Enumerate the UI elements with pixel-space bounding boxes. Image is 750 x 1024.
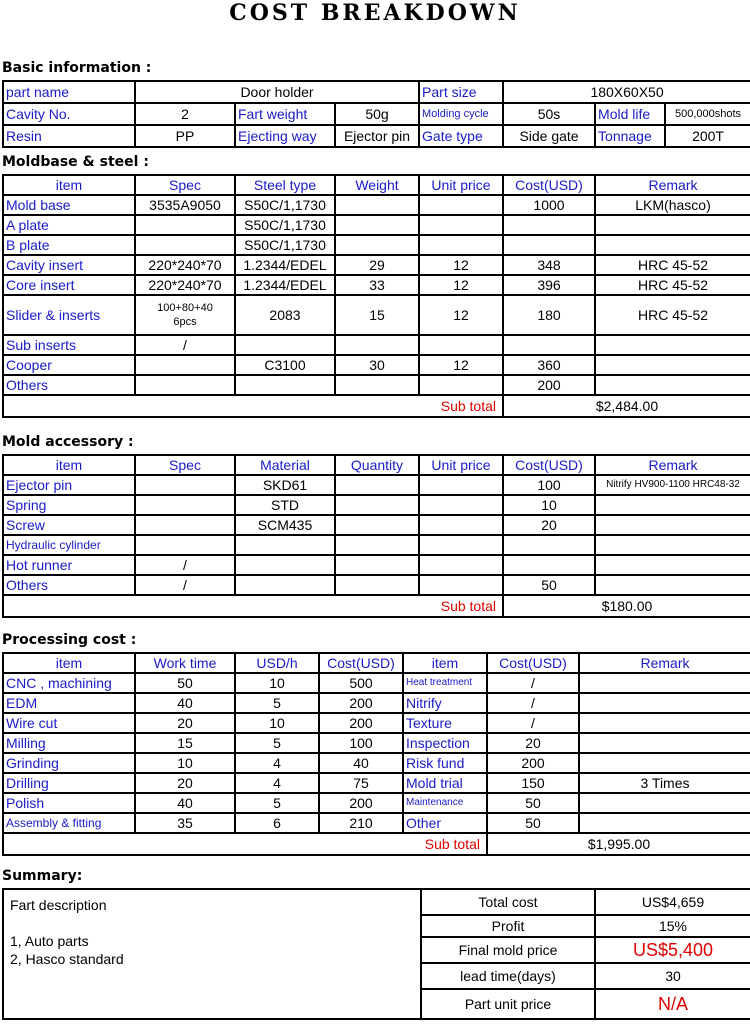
moldbase-subtotal-label: Sub total [3,395,503,417]
moldbase-cell [503,215,595,235]
accessory-subtotal-value: $180.00 [503,595,750,617]
moldbase-cell [335,375,419,395]
processing-cell: Maintenance [403,793,487,813]
table-row [3,255,750,275]
accessory-cell [595,495,750,515]
part-unit-price-value: N/A [595,989,750,1019]
accessory-cell: / [135,555,235,575]
moldbase-cell: 396 [503,275,595,295]
processing-cell: / [487,693,579,713]
moldbase-cell: A plate [3,215,135,235]
moldbase-cell [135,235,235,255]
accessory-cell: Spring [3,495,135,515]
table-row [3,753,750,773]
processing-cell: 50 [487,793,579,813]
processing-cell: 3 Times [579,773,750,793]
processing-cell: Inspection [403,733,487,753]
moldbase-cell [595,355,750,375]
final-mold-price-value: US$5,400 [595,937,750,963]
accessory-cell [503,555,595,575]
profit-label: Profit [421,915,595,937]
moldbase-cell [595,375,750,395]
moldbase-cell: Others [3,375,135,395]
moldbase-subtotal-row [3,395,750,417]
moldbase-cell: 220*240*70 [135,255,235,275]
processing-cell: Drilling [3,773,135,793]
accessory-col-header: item [3,455,135,475]
processing-cell: Other [403,813,487,833]
moldbase-cell: Slider & inserts [3,295,135,335]
processing-cell [579,713,750,733]
processing-cell: Wire cut [3,713,135,733]
moldbase-cell [235,335,335,355]
ejecting-label: Ejecting way [235,125,335,147]
moldbase-cell: 29 [335,255,419,275]
total-cost-value: US$4,659 [595,889,750,915]
processing-cell: 200 [319,793,403,813]
processing-cell [579,733,750,753]
page-title: COST BREAKDOWN [229,0,521,26]
accessory-col-header: Remark [595,455,750,475]
accessory-col-header: Unit price [419,455,503,475]
accessory-cell [595,515,750,535]
table-row [3,235,750,255]
accessory-cell [135,475,235,495]
processing-col-header: Cost(USD) [487,653,579,673]
moldbase-col-header: Steel type [235,175,335,195]
final-mold-price-label: Final mold price [421,937,595,963]
accessory-cell [135,515,235,535]
moldbase-cell: LKM(hasco) [595,195,750,215]
gate-label: Gate type [419,125,503,147]
accessory-col-header: Cost(USD) [503,455,595,475]
processing-cell: EDM [3,693,135,713]
table-row [3,335,750,355]
table-row [3,475,750,495]
processing-cell: CNC , machining [3,673,135,693]
moldbase-cell: 33 [335,275,419,295]
processing-cell: 40 [135,693,235,713]
processing-cell: Assembly & fitting [3,813,135,833]
accessory-cell [335,475,419,495]
processing-cell: 6 [235,813,319,833]
accessory-cell: Others [3,575,135,595]
processing-cell: 210 [319,813,403,833]
table-row [3,295,750,335]
moldbase-cell [419,195,503,215]
moldbase-cell: 12 [419,355,503,375]
accessory-cell: / [135,575,235,595]
table-row [3,275,750,295]
processing-cell: Mold trial [403,773,487,793]
processing-cell: 20 [487,733,579,753]
moldbase-cell: HRC 45-52 [595,255,750,275]
accessory-cell: Ejector pin [3,475,135,495]
processing-cell: 4 [235,753,319,773]
moldbase-cell: HRC 45-52 [595,275,750,295]
processing-cell: 35 [135,813,235,833]
processing-cell: 20 [135,773,235,793]
accessory-cell [595,575,750,595]
resin-label: Resin [3,125,135,147]
accessory-cell: Hydraulic cylinder [3,535,135,555]
processing-col-header: Cost(USD) [319,653,403,673]
basic-info-heading: Basic information : [2,60,152,76]
moldbase-cell [135,355,235,375]
part-name-value: Door holder [135,81,419,103]
moldbase-cell: 1.2344/EDEL [235,275,335,295]
processing-cell [579,813,750,833]
table-row [3,673,750,693]
total-cost-label: Total cost [421,889,595,915]
processing-cell: 5 [235,693,319,713]
moldbase-cell [595,235,750,255]
processing-cell: 10 [235,673,319,693]
resin-value: PP [135,125,235,147]
processing-subtotal-row [3,833,750,855]
moldbase-cell: 348 [503,255,595,275]
accessory-cell [419,555,503,575]
lead-time-value: 30 [595,963,750,989]
accessory-header-row [3,455,750,475]
processing-cell [579,793,750,813]
table-row [3,713,750,733]
processing-cell: Polish [3,793,135,813]
table-row [3,215,750,235]
accessory-cell: Screw [3,515,135,535]
processing-cell: 20 [135,713,235,733]
moldbase-cell [595,215,750,235]
processing-cell: 50 [135,673,235,693]
table-row [3,535,750,555]
moldbase-cell [595,335,750,355]
processing-col-header: Work time [135,653,235,673]
moldbase-cell: / [135,335,235,355]
profit-value: 15% [595,915,750,937]
processing-cell: / [487,713,579,733]
accessory-cell: SKD61 [235,475,335,495]
accessory-cell: 20 [503,515,595,535]
moldbase-col-header: Unit price [419,175,503,195]
processing-cell: Risk fund [403,753,487,773]
table-row [3,773,750,793]
table-row [3,575,750,595]
molding-cycle-value: 50s [503,103,595,125]
accessory-cell [135,495,235,515]
processing-cell: 40 [135,793,235,813]
moldbase-cell: 12 [419,255,503,275]
accessory-table [2,454,750,618]
fart-weight-value: 50g [335,103,419,125]
moldbase-cell: 30 [335,355,419,375]
moldbase-cell [503,335,595,355]
moldbase-cell: Cavity insert [3,255,135,275]
moldbase-heading: Moldbase & steel : [2,154,149,170]
moldbase-cell: Sub inserts [3,335,135,355]
table-row [3,195,750,215]
processing-header-row [3,653,750,673]
moldbase-cell [135,215,235,235]
accessory-cell: 100 [503,475,595,495]
processing-cell: 100 [319,733,403,753]
accessory-subtotal-label: Sub total [3,595,503,617]
accessory-cell: STD [235,495,335,515]
moldbase-cell: 3535A9050 [135,195,235,215]
moldbase-header-row [3,175,750,195]
moldbase-subtotal-value: $2,484.00 [503,395,750,417]
mold-life-value: 500,000shots [665,103,750,125]
table-row [3,355,750,375]
processing-heading: Processing cost : [2,632,137,648]
summary-heading: Summary: [2,868,83,884]
part-size-label: Part size [419,81,503,103]
moldbase-col-header: Spec [135,175,235,195]
moldbase-cell [419,375,503,395]
moldbase-cell [335,215,419,235]
cavity-label: Cavity No. [3,103,135,125]
accessory-subtotal-row [3,595,750,617]
accessory-col-header: Material [235,455,335,475]
processing-cell: Grinding [3,753,135,773]
basic-info-table [2,80,750,148]
summary-table [2,888,750,1020]
moldbase-cell: Core insert [3,275,135,295]
moldbase-cell: 180 [503,295,595,335]
moldbase-cell: S50C/1,1730 [235,215,335,235]
moldbase-cell: 1.2344/EDEL [235,255,335,275]
part-unit-price-label: Part unit price [421,989,595,1019]
processing-cell [579,693,750,713]
accessory-cell [503,535,595,555]
ejecting-value: Ejector pin [335,125,419,147]
accessory-cell [419,575,503,595]
moldbase-cell [235,375,335,395]
accessory-cell [335,575,419,595]
lead-time-label: lead time(days) [421,963,595,989]
moldbase-cell: 200 [503,375,595,395]
processing-col-header: USD/h [235,653,319,673]
accessory-cell [235,555,335,575]
moldbase-cell [335,235,419,255]
moldbase-cell: 12 [419,295,503,335]
accessory-cell [135,535,235,555]
processing-col-header: item [3,653,135,673]
processing-cell: 10 [135,753,235,773]
moldbase-col-header: Cost(USD) [503,175,595,195]
moldbase-col-header: item [3,175,135,195]
processing-cell [579,673,750,693]
moldbase-cell [135,375,235,395]
moldbase-cell [419,215,503,235]
moldbase-cell: HRC 45-52 [595,295,750,335]
moldbase-col-header: Weight [335,175,419,195]
moldbase-cell: 100+80+40 6pcs [135,295,235,335]
accessory-cell [335,535,419,555]
moldbase-cell: 15 [335,295,419,335]
processing-cell: 200 [319,693,403,713]
processing-col-header: item [403,653,487,673]
moldbase-cell [335,335,419,355]
accessory-heading: Mold accessory : [2,434,134,450]
accessory-cell [335,515,419,535]
gate-value: Side gate [503,125,595,147]
processing-cell: 200 [487,753,579,773]
moldbase-cell [503,235,595,255]
processing-cell: 5 [235,793,319,813]
table-row [3,793,750,813]
table-row [3,813,750,833]
accessory-cell: SCM435 [235,515,335,535]
moldbase-cell [419,335,503,355]
moldbase-cell: 12 [419,275,503,295]
processing-table [2,652,750,856]
accessory-cell [419,535,503,555]
table-row [3,693,750,713]
accessory-cell [235,575,335,595]
processing-cell: 4 [235,773,319,793]
moldbase-cell: Cooper [3,355,135,375]
accessory-cell [595,535,750,555]
accessory-cell: 50 [503,575,595,595]
part-size-value: 180X60X50 [503,81,750,103]
fart-description: Fart description 1, Auto parts 2, Hasco standard [3,889,421,1019]
tonnage-value: 200T [665,125,750,147]
mold-life-label: Mold life [595,103,665,125]
moldbase-cell: 360 [503,355,595,375]
moldbase-col-header: Remark [595,175,750,195]
processing-cell: 500 [319,673,403,693]
accessory-cell [419,515,503,535]
processing-cell: Heat treatment [403,673,487,693]
processing-cell: 150 [487,773,579,793]
processing-cell: Nitrify [403,693,487,713]
table-row [3,495,750,515]
accessory-cell [595,555,750,575]
table-row [3,555,750,575]
fart-weight-label: Fart weight [235,103,335,125]
moldbase-cell [419,235,503,255]
table-row [3,515,750,535]
tonnage-label: Tonnage [595,125,665,147]
moldbase-table [2,174,750,418]
accessory-cell [335,495,419,515]
moldbase-cell: Mold base [3,195,135,215]
accessory-cell [335,555,419,575]
processing-cell: 50 [487,813,579,833]
processing-cell: 5 [235,733,319,753]
processing-cell [579,753,750,773]
accessory-cell [419,495,503,515]
processing-subtotal-value: $1,995.00 [487,833,750,855]
moldbase-cell: B plate [3,235,135,255]
accessory-cell [419,475,503,495]
moldbase-cell: 2083 [235,295,335,335]
processing-cell: Milling [3,733,135,753]
processing-cell: 10 [235,713,319,733]
accessory-cell: 10 [503,495,595,515]
accessory-cell: Nitrify HV900-1100 HRC48-32 [595,475,750,495]
moldbase-cell [335,195,419,215]
table-row [3,375,750,395]
processing-cell: 15 [135,733,235,753]
processing-cell: / [487,673,579,693]
accessory-cell: Hot runner [3,555,135,575]
processing-cell: 75 [319,773,403,793]
accessory-cell [235,535,335,555]
table-row [3,733,750,753]
accessory-col-header: Quantity [335,455,419,475]
moldbase-cell: C3100 [235,355,335,375]
processing-subtotal-label: Sub total [3,833,487,855]
moldbase-cell: S50C/1,1730 [235,195,335,215]
molding-cycle-label: Molding cycle [419,103,503,125]
processing-cell: Texture [403,713,487,733]
processing-col-header: Remark [579,653,750,673]
accessory-col-header: Spec [135,455,235,475]
moldbase-cell: S50C/1,1730 [235,235,335,255]
processing-cell: 200 [319,713,403,733]
processing-cell: 40 [319,753,403,773]
part-name-label: part name [3,81,135,103]
cavity-value: 2 [135,103,235,125]
moldbase-cell: 1000 [503,195,595,215]
moldbase-cell: 220*240*70 [135,275,235,295]
